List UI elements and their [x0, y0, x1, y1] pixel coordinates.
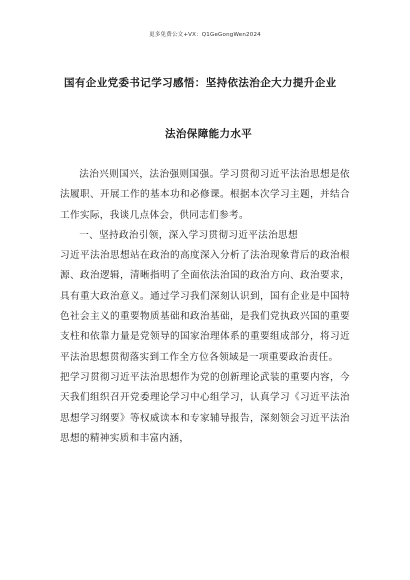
section-heading-1: 一、坚持政治引领，深入学习贯彻习近平法治思想: [79, 229, 298, 241]
document-title-line-1: 国有企业党委书记学习感悟：坚持依法治企大力提升企业: [64, 77, 337, 89]
header-note: 更多免费公文+VX：Q1GeGongWen2024: [149, 32, 261, 38]
paragraph-study-content: 把学习贯彻习近平法治思想作为党的创新理论武装的重要内容，今天我们组织召开党委理论学习中心组学习，认真学习《习近平法治思想学习纲要》等权威读本和专家辅导报告，深刻领会习近平法治思想的精神实质和丰富内涵，: [60, 371, 350, 444]
document-body: [60, 165, 350, 449]
paragraph-intro: 法治兴则国兴，法治强则国强。学习贯彻习近平法治思想是依法履职、开展工作的基本功和必修课。根据本次学习主题，并结合工作实际，我谈几点体会，供同志们参考。: [60, 169, 350, 221]
document-title-line-2: 法治保障能力水平: [165, 128, 253, 140]
paragraph-section1-body: 习近平法治思想站在政治的高度深入分析了法治现象背后的政治根源、政治逻辑，清晰指明了全面依法治国的政治方向、政治要求，具有重大政治意义。通过学习我们深刻认识到，国有企业是中国特色社会主义的重要物质基础和政治基础，是我们党执政兴国的重要支柱和依靠力量是党领导的国家治理体系的重要组成部分，将习近平法治思想贯彻落实到工作全方位各领域是一项重要政治责任。: [60, 250, 350, 363]
